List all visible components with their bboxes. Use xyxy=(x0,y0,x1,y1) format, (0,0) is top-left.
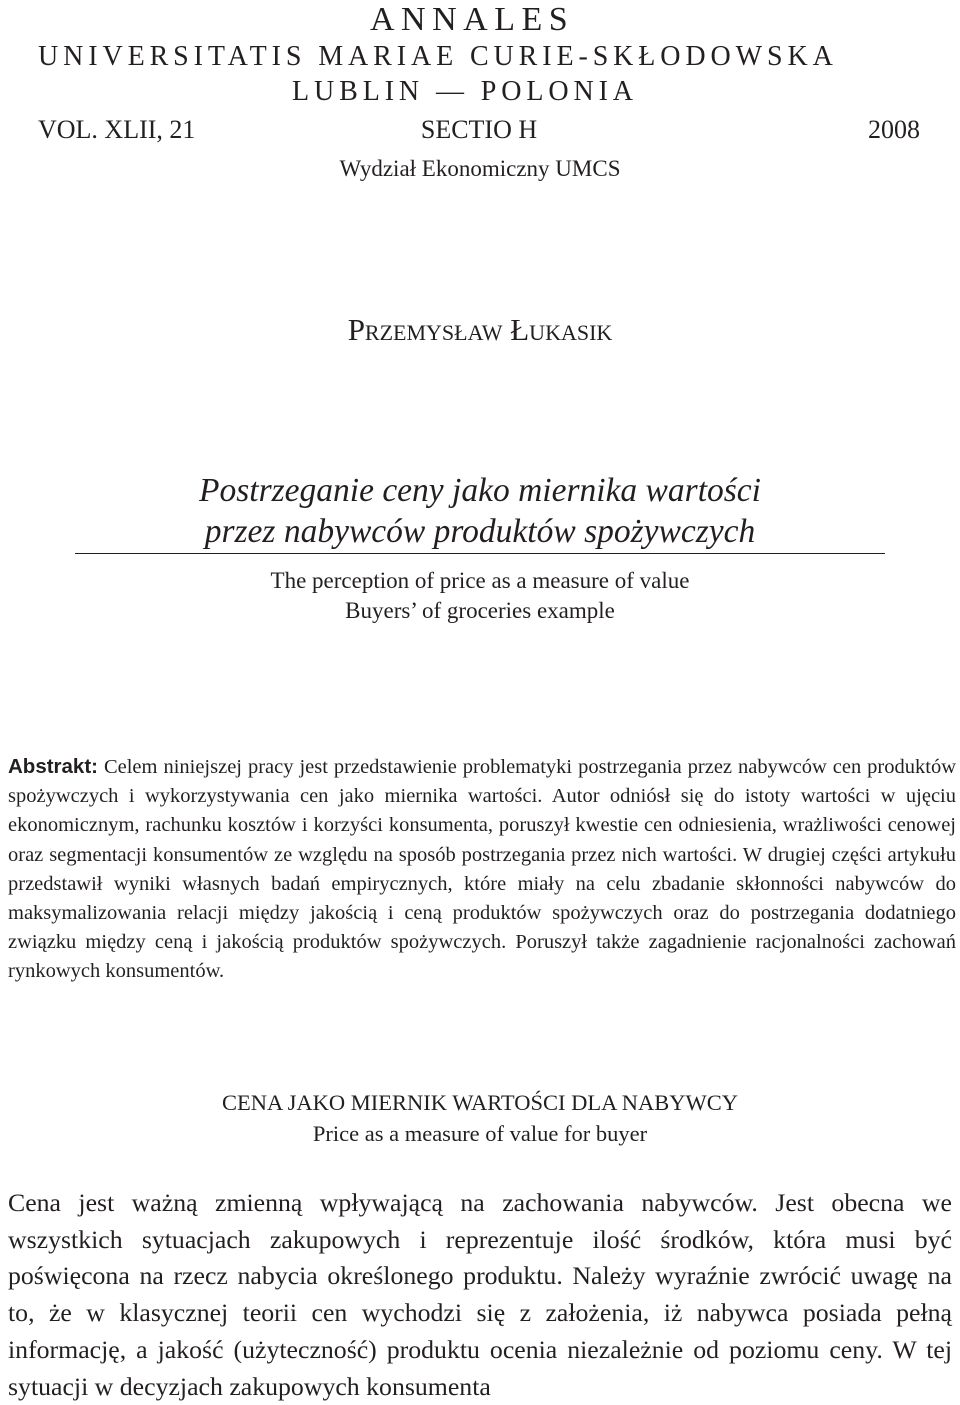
section-subheading: Price as a measure of value for buyer xyxy=(312,1121,648,1146)
english-title-line-2: Buyers’ of groceries example xyxy=(345,598,615,623)
abstract-text: Celem niniejszej pracy jest przedstawienie problematyki postrzegania przez nabywców cen produktów spożywczych i wykorzystywania cen jako miernika wartości. Autor odniósł się do istoty wartości w ujęciu ekonomicznym, rachunku kosztów i korzyści konsumenta, poruszył kwestie cen odniesienia, wrażliwości cenowej oraz segmentacji konsumentów ze względu na sposób postrzegania przez nich wartości. W drugiej części artykułu przedstawił wyniki własnych badań empirycznych, które miały na celu zbadanie skłonności nabywców do maksymalizowania relacji między jakością i ceną produktów spożywczych oraz do postrzegania dodatniego związku między ceną i jakością produktów spożywczych. Poruszył także zagadnienie racjonalności zachowań rynkowych konsumentów. xyxy=(8,756,956,983)
volume-number: VOL. XLII, 21 xyxy=(38,115,196,144)
abstract-label: Abstrakt: xyxy=(8,755,98,778)
volume-row xyxy=(38,112,920,148)
paper-title-line-2: przez nabywców produktów spożywczych xyxy=(204,513,756,550)
title-divider xyxy=(75,553,885,554)
author-name: Przemysław Łukasik xyxy=(347,312,613,347)
publication-year: 2008 xyxy=(868,115,920,144)
abstract xyxy=(8,752,956,987)
paper-title-line-1: Postrzeganie ceny jako miernika wartości xyxy=(199,472,761,509)
faculty-affiliation: Wydział Ekonomiczny UMCS xyxy=(339,156,621,181)
english-title xyxy=(0,566,960,626)
section-heading: CENA JAKO MIERNIK WARTOŚCI DLA NABYWCY xyxy=(222,1090,738,1115)
body-paragraph: Cena jest ważną zmienną wpływającą na zachowania nabywców. Jest obecna we wszystkich sytuacjach zakupowych i reprezentuje ilość środków, która musi być poświęcona na rzecz nabycia określonego produktu. Należy wyraźnie zwrócić uwagę na to, że w klasycznej teorii cen wychodzi się z założenia, iż nabywca posiada pełną informację, a jakość (użyteczność) produktu ocenia niezależnie od poziomu ceny. W tej sytuacji w decyzjach zakupowych konsumenta xyxy=(8,1188,952,1401)
journal-city-country: LUBLIN — POLONIA xyxy=(292,76,638,107)
paper-title xyxy=(0,470,960,552)
section-code: SECTIO H xyxy=(420,115,538,144)
english-title-line-1: The perception of price as a measure of value xyxy=(270,568,690,593)
journal-name-university: UNIVERSITATIS MARIAE CURIE-SKŁODOWSKA xyxy=(38,41,838,72)
journal-name-annales: ANNALES xyxy=(370,1,575,38)
